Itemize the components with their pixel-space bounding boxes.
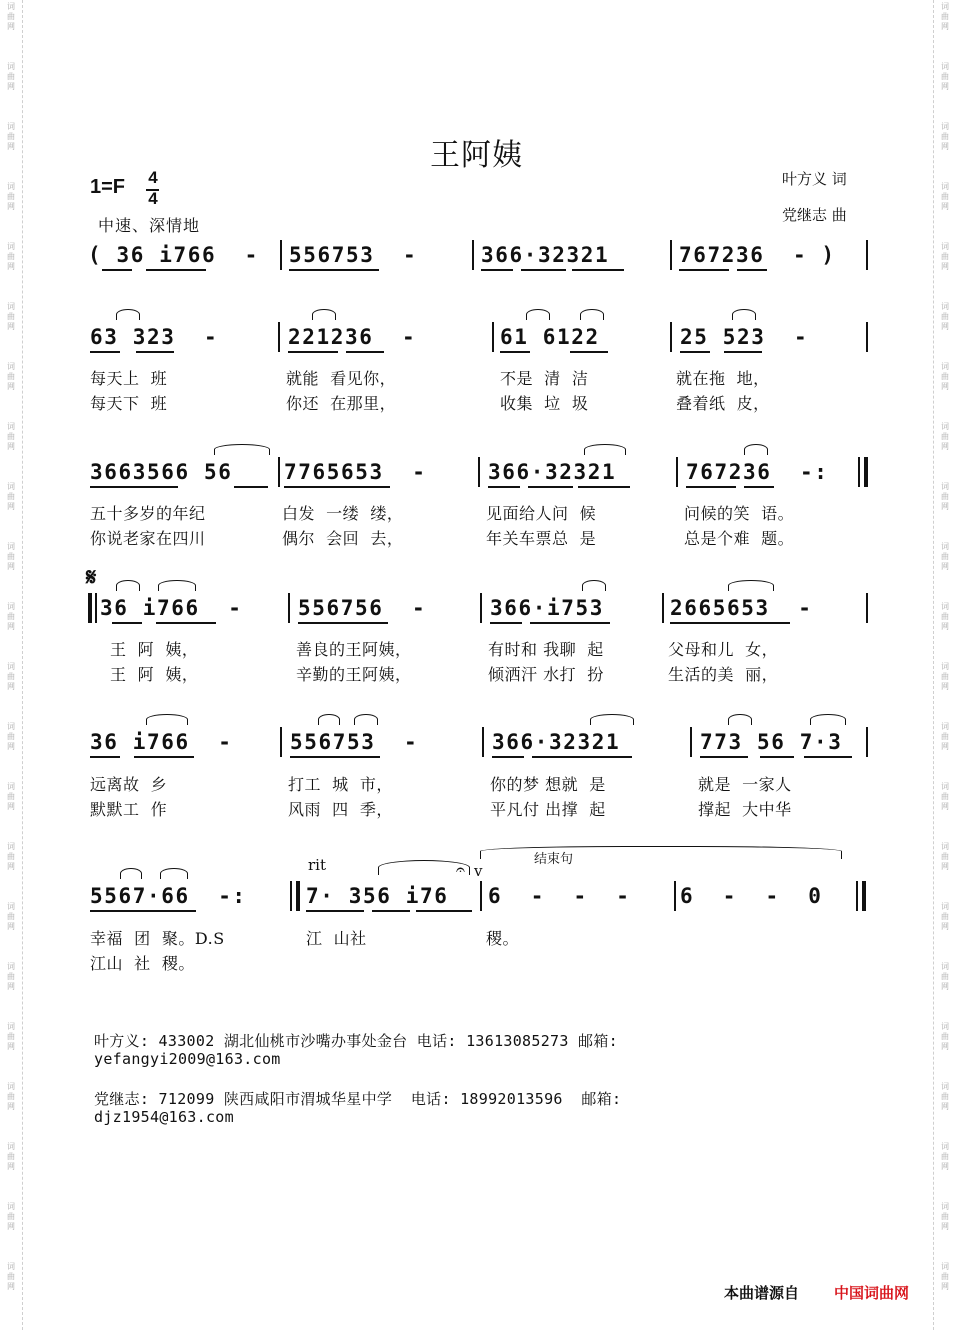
measure-notes: 36 i766 - [100, 596, 243, 620]
watermark-text: 词 曲 网 [7, 2, 15, 31]
watermark-text: 词 曲 网 [941, 782, 949, 811]
lyric-verse-1: 远离故 乡 [90, 775, 168, 794]
measure-notes: 7· 356 i76 [306, 884, 449, 908]
beam [700, 756, 748, 758]
beam [146, 269, 206, 271]
watermark-text: 词 曲 网 [7, 182, 15, 211]
rit-marking: rit [308, 856, 326, 874]
slur [120, 868, 142, 879]
watermark-text: 词 曲 网 [7, 242, 15, 271]
slur [214, 444, 270, 455]
beam [760, 756, 794, 758]
lyricist-credit: 叶方义 词 [782, 170, 847, 188]
repeat-start-bar [95, 593, 97, 623]
beam [804, 756, 852, 758]
beam [90, 486, 178, 488]
beam [670, 622, 790, 624]
lyric-verse-1: 白发 一缕 缕， [282, 504, 404, 523]
bar-line [662, 593, 664, 623]
beam [134, 756, 194, 758]
bar-line [288, 593, 290, 623]
beam [680, 351, 710, 353]
beam [530, 622, 610, 624]
lyric-verse-2: 偶尔 会回 去， [282, 529, 404, 548]
repeat-end-bar [290, 881, 292, 911]
watermark-text: 词 曲 网 [7, 1262, 15, 1291]
beam [290, 756, 380, 758]
breath-mark: v [474, 862, 483, 880]
source-label: 本曲谱源自 [724, 1285, 800, 1302]
beam [234, 486, 268, 488]
bar-line [278, 457, 280, 487]
measure-notes: 366·32321 [488, 460, 617, 484]
lyric-verse-1: 问候的笑 语。 [684, 504, 795, 523]
measure-notes: 7765653 - [284, 460, 427, 484]
lyric-verse-1: 打工 城 市， [288, 775, 393, 794]
repeat-end-bar [858, 457, 860, 487]
slur [526, 309, 550, 320]
slur [732, 309, 756, 320]
bar-line [480, 881, 482, 911]
watermark-text: 词 曲 网 [941, 242, 949, 271]
beam [500, 351, 530, 353]
watermark-text: 词 曲 网 [7, 1022, 15, 1051]
watermark-text: 词 曲 网 [941, 962, 949, 991]
beam [298, 622, 388, 624]
lyric-verse-2: 平凡付 出撑 起 [490, 800, 606, 819]
slur [116, 309, 140, 320]
lyric-verse-1: 见面给人问 候 [486, 504, 597, 523]
beam [578, 486, 630, 488]
slur [728, 580, 774, 591]
beam [528, 486, 573, 488]
beam [306, 910, 364, 912]
lyric-verse-1: 善良的王阿姨， [296, 640, 412, 659]
lyric-verse-1: 王 阿 姨， [110, 640, 199, 659]
beam [288, 351, 338, 353]
lyric-verse-1: 每天上 班 [90, 369, 168, 388]
watermark-text: 词 曲 网 [7, 362, 15, 391]
beam [372, 910, 410, 912]
lyric-verse-2: 年关车票总 是 [486, 529, 597, 548]
bar-line [676, 457, 678, 487]
bar-line [492, 322, 494, 352]
watermark-text: 词 曲 网 [7, 1082, 15, 1111]
watermark-text: 词 曲 网 [941, 302, 949, 331]
source-brand-link[interactable]: 中国词曲网 [834, 1285, 910, 1302]
measure-notes: 556756 - [298, 596, 427, 620]
beam [112, 622, 142, 624]
beam [686, 486, 736, 488]
measure-notes: 36 i766 - [90, 730, 233, 754]
measure-notes: 3663566 56 [90, 460, 233, 484]
bar-line [472, 240, 474, 270]
watermark-text: 词 曲 网 [941, 722, 949, 751]
watermark-text: 词 曲 网 [7, 722, 15, 751]
lyric-verse-2: 辛勤的王阿姨， [296, 665, 412, 684]
lyric-verse-2: 倾洒汗 水打 扮 [488, 665, 604, 684]
watermark-text: 词 曲 网 [7, 782, 15, 811]
key-signature: 1=F [90, 176, 126, 198]
watermark-text: 词 曲 网 [7, 1202, 15, 1231]
watermark-text: 词 曲 网 [941, 542, 949, 571]
slur [744, 444, 768, 455]
measure-notes: 773 56 7·3 [700, 730, 843, 754]
bar-line [674, 881, 676, 911]
segno-sign: 𝄋 [86, 562, 97, 591]
bar-line [670, 240, 672, 270]
bar-line [482, 727, 484, 757]
slur [116, 580, 140, 591]
watermark-text: 词 曲 网 [941, 1022, 949, 1051]
beam [679, 269, 729, 271]
slur [146, 714, 188, 725]
song-title: 王阿姨 [430, 138, 523, 173]
measure-notes: 2665653 - [670, 596, 813, 620]
bar-line [478, 457, 480, 487]
watermark-text: 词 曲 网 [7, 482, 15, 511]
slur [160, 868, 188, 879]
lyric-verse-2: 每天下 班 [90, 394, 168, 413]
lyric-verse-1: 就在拖 地， [676, 369, 770, 388]
measure-notes: 556753 - [289, 243, 418, 267]
beam [90, 756, 120, 758]
beam [346, 351, 384, 353]
watermark-text: 词 曲 网 [7, 302, 15, 331]
final-bar [862, 881, 866, 911]
bar-line [866, 322, 868, 352]
bar-line [670, 322, 672, 352]
composer-credit: 党继志 曲 [782, 206, 847, 224]
measure-notes: 6 - - - [488, 884, 631, 908]
lyric-verse-1: 就能 看见你， [286, 369, 397, 388]
watermark-text: 词 曲 网 [7, 62, 15, 91]
lyric-verse-2: 撑起 大中华 [698, 800, 792, 819]
watermark-text: 词 曲 网 [941, 182, 949, 211]
lyricist-contact: 叶方义: 433002 湖北仙桃市沙嘴办事处金台 电话: 13613085273 邮箱: [94, 1032, 618, 1050]
beam [737, 269, 767, 271]
watermark-text: 词 曲 网 [941, 1082, 949, 1111]
watermark-text: 词 曲 网 [7, 1142, 15, 1171]
lyric-verse-1: 父母和儿 女， [668, 640, 779, 659]
lyric-verse-2: 默默工 作 [90, 800, 168, 819]
slur [810, 714, 846, 725]
measure-notes: 61 6122 [500, 325, 600, 349]
composer-contact: 党继志: 712099 陕西咸阳市渭城华星中学 电话: 18992013596 邮箱: [94, 1090, 622, 1108]
left-watermark-strip [0, 0, 23, 1330]
lyric-verse-2: 收集 垃 圾 [500, 394, 589, 413]
beam [492, 756, 524, 758]
lyric-verse-1: 稷。 [486, 929, 520, 948]
watermark-text: 词 曲 网 [941, 122, 949, 151]
watermark-text: 词 曲 网 [941, 1202, 949, 1231]
measure-notes: 767236 - ) [679, 243, 836, 267]
measure-notes: 25 523 - [680, 325, 809, 349]
beam [572, 269, 624, 271]
measure-notes: 366·32321 [492, 730, 621, 754]
watermark-text: 词 曲 网 [941, 902, 949, 931]
watermark-text: 词 曲 网 [941, 422, 949, 451]
slur [318, 714, 340, 725]
right-watermark-strip [933, 0, 956, 1330]
bar-line [278, 322, 280, 352]
repeat-start-bar [88, 593, 92, 623]
watermark-text: 词 曲 网 [941, 1262, 949, 1291]
lyric-verse-1: 你的梦 想就 是 [490, 775, 606, 794]
beam [744, 486, 774, 488]
final-bar [856, 881, 858, 911]
beam [490, 622, 522, 624]
watermark-text: 词 曲 网 [941, 482, 949, 511]
fermata-sign: 𝄐 [456, 860, 465, 879]
lyric-verse-2: 你还 在那里， [286, 394, 397, 413]
beam [284, 486, 390, 488]
slur [580, 309, 604, 320]
bar-line [480, 593, 482, 623]
slur [354, 714, 378, 725]
beam [570, 351, 608, 353]
lyric-verse-1: 幸福 团 聚。D.S [90, 929, 225, 948]
watermark-text: 词 曲 网 [941, 62, 949, 91]
time-signature-top: 4 [148, 168, 158, 187]
beam [90, 910, 152, 912]
beam [152, 910, 196, 912]
watermark-text: 词 曲 网 [7, 662, 15, 691]
beam [289, 269, 379, 271]
beam [90, 351, 120, 353]
repeat-end-bar [296, 881, 300, 911]
watermark-text: 词 曲 网 [941, 362, 949, 391]
measure-notes: ( 36 i766 - [88, 243, 259, 267]
beam [136, 351, 174, 353]
bar-line [280, 727, 282, 757]
lyric-verse-1: 江 山社 [306, 929, 367, 948]
ending-bracket [480, 846, 842, 859]
watermark-text: 词 曲 网 [7, 962, 15, 991]
beam [724, 351, 762, 353]
watermark-text: 词 曲 网 [7, 122, 15, 151]
bar-line [690, 727, 692, 757]
watermark-text: 词 曲 网 [941, 602, 949, 631]
beam [521, 269, 566, 271]
lyric-verse-2: 叠着纸 皮， [676, 394, 770, 413]
composer-email: djz1954@163.com [94, 1108, 234, 1126]
slur [584, 444, 626, 455]
watermark-text: 词 曲 网 [7, 842, 15, 871]
beam [156, 622, 216, 624]
bar-line [866, 593, 868, 623]
slur [158, 580, 196, 591]
lyric-verse-1: 不是 清 洁 [500, 369, 589, 388]
watermark-text: 词 曲 网 [941, 2, 949, 31]
bar-line [866, 727, 868, 757]
beam [416, 910, 472, 912]
lyric-verse-1: 五十多岁的年纪 [90, 504, 206, 523]
watermark-text: 词 曲 网 [7, 542, 15, 571]
lyric-verse-2: 总是个难 题。 [684, 529, 795, 548]
tempo-marking: 中速、深情地 [98, 216, 201, 235]
time-signature-bottom: 4 [148, 189, 158, 208]
measure-notes: 767236 -: [686, 460, 829, 484]
lyric-verse-2: 生活的美 丽， [668, 665, 779, 684]
bar-line [280, 240, 282, 270]
bar-line [866, 240, 868, 270]
watermark-text: 词 曲 网 [941, 1142, 949, 1171]
slur [312, 309, 336, 320]
measure-notes: 5567·66 -: [90, 884, 247, 908]
beam [488, 486, 520, 488]
lyric-verse-1: 有时和 我聊 起 [488, 640, 604, 659]
repeat-end-bar [864, 457, 868, 487]
slur [582, 580, 606, 591]
beam [481, 269, 513, 271]
watermark-text: 词 曲 网 [7, 602, 15, 631]
lyricist-email: yefangyi2009@163.com [94, 1050, 281, 1068]
watermark-text: 词 曲 网 [941, 842, 949, 871]
lyric-verse-2: 风雨 四 季， [288, 800, 393, 819]
watermark-text: 词 曲 网 [941, 662, 949, 691]
beam [532, 756, 632, 758]
measure-notes: 6 - - 0 [680, 884, 823, 908]
measure-notes: 366·32321 [481, 243, 610, 267]
beam [102, 269, 132, 271]
watermark-text: 词 曲 网 [7, 422, 15, 451]
slur [590, 714, 634, 725]
watermark-text: 词 曲 网 [7, 902, 15, 931]
measure-notes: 366·i753 [490, 596, 604, 620]
lyric-verse-2: 你说老家在四川 [90, 529, 206, 548]
slur [728, 714, 752, 725]
ending-label: 结束句 [534, 852, 574, 867]
lyric-verse-2: 王 阿 姨， [110, 665, 199, 684]
measure-notes: 556753 - [290, 730, 419, 754]
measure-notes: 221236 - [288, 325, 417, 349]
lyric-verse-1: 就是 一家人 [698, 775, 792, 794]
lyric-verse-2: 江山 社 稷。 [90, 954, 195, 973]
measure-notes: 63 323 - [90, 325, 219, 349]
